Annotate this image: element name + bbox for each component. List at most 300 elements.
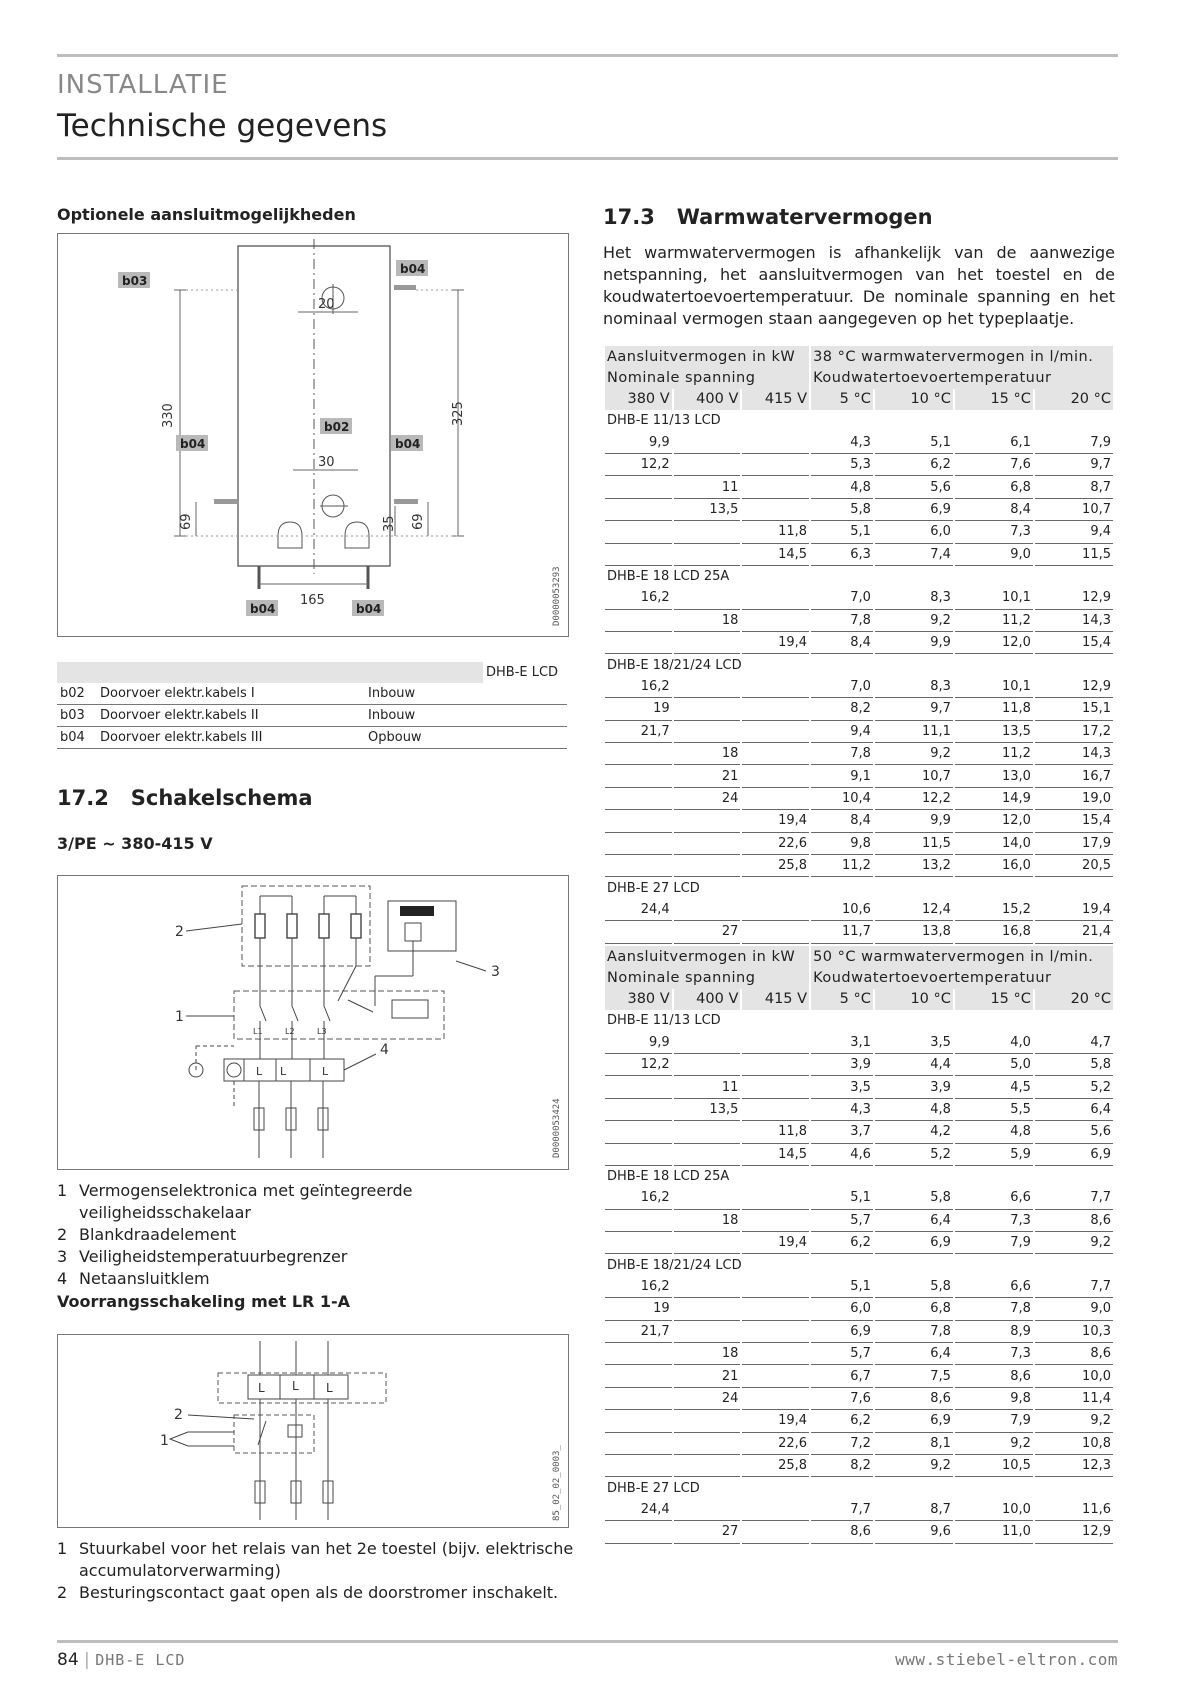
table-cell — [605, 1521, 672, 1543]
table-cell: 11,2 — [811, 855, 873, 877]
table-cell — [605, 521, 672, 543]
table-model-row — [605, 1166, 1113, 1187]
table-row — [605, 1455, 1113, 1477]
table-cell: 5,1 — [811, 1276, 873, 1298]
table-row — [605, 676, 1113, 698]
terminal-l1: L — [256, 1065, 263, 1078]
table-cell: 9,0 — [1035, 1298, 1113, 1320]
wiring-figure — [57, 875, 569, 1170]
table-cell — [742, 743, 809, 765]
table-cell: 5,8 — [875, 1276, 953, 1298]
table-cell: 18 — [674, 743, 741, 765]
column-header: 400 V — [674, 389, 741, 410]
table-cell: 24,4 — [605, 1499, 672, 1521]
table-cell: 3,1 — [811, 1032, 873, 1054]
table-model-row — [605, 566, 1113, 587]
table-cell — [674, 544, 741, 566]
table-cell: 21,4 — [1035, 921, 1113, 943]
table-cell: 6,2 — [875, 454, 953, 476]
table-cell — [605, 1232, 672, 1254]
table-cell: 7,4 — [875, 544, 953, 566]
table-cell: 11,0 — [955, 1521, 1033, 1543]
table-cell: 6,4 — [1035, 1099, 1113, 1121]
dim-69-left: 69 — [179, 513, 194, 530]
table-cell: 13,5 — [955, 721, 1033, 743]
table-row: b02 Doorvoer elektr.kabels I Inbouw — [57, 683, 567, 705]
table-row: b04 Doorvoer elektr.kabels III Opbouw — [57, 727, 567, 749]
dim-30: 30 — [318, 455, 335, 470]
column-header: 20 °C — [1035, 389, 1113, 410]
table-cell: 25,8 — [742, 1455, 809, 1477]
table-cell — [742, 454, 809, 476]
table-cell: 9,1 — [811, 765, 873, 787]
table-cell: 3,5 — [875, 1032, 953, 1054]
priority-heading: Voorrangsschakeling met LR 1-A — [57, 1292, 351, 1311]
table-cell: 7,3 — [955, 1343, 1033, 1365]
model-name: DHB-E 11/13 LCD — [607, 1013, 721, 1029]
table-cell: 12,2 — [605, 1054, 672, 1076]
table-cell: 9,9 — [875, 810, 953, 832]
table-row — [605, 1121, 1113, 1143]
table-cell: 9,8 — [811, 833, 873, 855]
table-cell: 5,9 — [955, 1144, 1033, 1166]
table-cell: 5,3 — [811, 454, 873, 476]
table-cell — [674, 1455, 741, 1477]
list-item: 2 Besturingscontact gaat open als de doorstromer inschakelt. — [57, 1583, 559, 1602]
table-cell: 5,7 — [811, 1210, 873, 1232]
table-cell: 22,6 — [742, 1433, 809, 1455]
table-cell — [742, 788, 809, 810]
table-cell: 17,9 — [1035, 833, 1113, 855]
callout-2: 2 — [175, 924, 184, 940]
table-cell: 14,0 — [955, 833, 1033, 855]
table-cell — [674, 1187, 741, 1209]
connections-drawing — [58, 234, 568, 636]
table-cell — [605, 1076, 672, 1098]
table-cell: 5,8 — [875, 1187, 953, 1209]
table-cell: 11,7 — [811, 921, 873, 943]
table-row — [605, 476, 1113, 498]
capacity-title: Warmwatervermogen — [676, 205, 933, 229]
table-cell: 24,4 — [605, 899, 672, 921]
table-model-row — [605, 1010, 1113, 1031]
table-cell: 5,2 — [875, 1144, 953, 1166]
table-cell — [742, 921, 809, 943]
connections-figure — [57, 233, 569, 637]
table-cell — [742, 1276, 809, 1298]
table-row — [605, 1054, 1113, 1076]
table-cell: 10,6 — [811, 899, 873, 921]
dim-325: 325 — [451, 401, 466, 426]
table-row — [605, 544, 1113, 566]
column-header: 380 V — [605, 989, 672, 1010]
connections-table-header: DHB-E LCD — [483, 662, 567, 683]
table-cell: 6,9 — [811, 1321, 873, 1343]
table-model-row — [605, 1254, 1113, 1275]
tag-b04-top: b04 — [400, 262, 426, 276]
table-cell — [674, 1276, 741, 1298]
table-cell — [742, 1321, 809, 1343]
column-header: 415 V — [742, 989, 809, 1010]
table-cell: 10,7 — [875, 765, 953, 787]
table-cell: 19,0 — [1035, 788, 1113, 810]
model-name: DHB-E 18 LCD 25A — [607, 569, 730, 585]
table-cell: 3,9 — [875, 1076, 953, 1098]
table-cell — [742, 1388, 809, 1410]
table-cell — [742, 432, 809, 454]
table-cell: 6,8 — [955, 476, 1033, 498]
wiring-heading — [57, 786, 313, 810]
table-cell: 12,3 — [1035, 1455, 1113, 1477]
column-header: 5 °C — [811, 989, 873, 1010]
table-cell: 8,6 — [811, 1521, 873, 1543]
table-header-row — [605, 346, 1113, 367]
priority-diagram — [58, 1335, 568, 1527]
table-cell — [742, 1187, 809, 1209]
table-row — [605, 587, 1113, 609]
table-cell — [742, 1365, 809, 1387]
table-cell: 10,1 — [955, 587, 1033, 609]
table-row — [605, 499, 1113, 521]
table-cell: 24 — [674, 1388, 741, 1410]
table-header-row — [605, 389, 1113, 410]
table-header-row — [605, 989, 1113, 1010]
table-cell — [674, 855, 741, 877]
table-cell: 12,9 — [1035, 676, 1113, 698]
table-cell: 4,6 — [811, 1144, 873, 1166]
table-cell — [674, 1144, 741, 1166]
table-row — [605, 1343, 1113, 1365]
label-l3: L3 — [317, 1027, 327, 1036]
column-header: 10 °C — [875, 989, 953, 1010]
dim-20: 20 — [318, 297, 335, 312]
table-cell: 16,2 — [605, 587, 672, 609]
table-cell — [742, 1210, 809, 1232]
table-cell — [674, 1054, 741, 1076]
table-cell: 13,5 — [674, 499, 741, 521]
table-cell: 9,2 — [875, 610, 953, 632]
callout-3: 3 — [491, 964, 500, 980]
table-cell — [674, 521, 741, 543]
table-cell: 4,4 — [875, 1054, 953, 1076]
table-cell: 11,5 — [875, 833, 953, 855]
table-cell: 14,5 — [742, 544, 809, 566]
table-cell: 7,0 — [811, 676, 873, 698]
table-cell — [605, 810, 672, 832]
table-cell: 3,7 — [811, 1121, 873, 1143]
wiring-subheading: 3/PE ~ 380-415 V — [57, 834, 213, 853]
table-cell: 7,2 — [811, 1433, 873, 1455]
table-cell: 13,2 — [875, 855, 953, 877]
list-item: 4 Netaansluitklem — [57, 1269, 210, 1288]
table-row — [605, 521, 1113, 543]
table-cell: 13,0 — [955, 765, 1033, 787]
priority-terminal-2: L — [292, 1379, 299, 1393]
dim-69-right: 69 — [411, 513, 426, 530]
page-number: 84 | DHB-E LCD — [57, 1650, 186, 1670]
table-cell: 7,7 — [1035, 1276, 1113, 1298]
table-cell — [674, 1321, 741, 1343]
table-row — [605, 632, 1113, 654]
table-cell: 16,2 — [605, 1187, 672, 1209]
table-cell — [742, 1054, 809, 1076]
table-cell: 4,7 — [1035, 1032, 1113, 1054]
capacity-table-50 — [603, 946, 1115, 1544]
table-cell: 8,2 — [811, 698, 873, 720]
table-cell: 5,7 — [811, 1343, 873, 1365]
table-cell — [742, 698, 809, 720]
table-cell: 9,9 — [605, 1032, 672, 1054]
table-cell: 16,7 — [1035, 765, 1113, 787]
connections-heading: Optionele aansluitmogelijkheden — [57, 205, 356, 224]
callout-4: 4 — [380, 1042, 389, 1058]
table-cell — [742, 476, 809, 498]
priority-callout-1: 1 — [160, 1433, 169, 1449]
table-cell — [605, 765, 672, 787]
tag-b02: b02 — [324, 420, 350, 434]
table-cell: 7,8 — [955, 1298, 1033, 1320]
table-cell: 7,8 — [875, 1321, 953, 1343]
wiring-number: 17.2 — [57, 786, 109, 810]
table-row: b03 Doorvoer elektr.kabels II Inbouw — [57, 705, 567, 727]
section-title: INSTALLATIE — [57, 70, 229, 100]
dim-330: 330 — [161, 403, 176, 428]
table-cell: 11,8 — [742, 1121, 809, 1143]
priority-figure-id: 85_02_02_0003_ — [552, 1445, 562, 1521]
tag-b04-left: b04 — [180, 437, 206, 451]
table-cell: 11,2 — [955, 743, 1033, 765]
tag-b03: b03 — [122, 274, 148, 288]
table-cell — [674, 721, 741, 743]
table-cell: 10,3 — [1035, 1321, 1113, 1343]
table-cell: 21 — [674, 765, 741, 787]
table-cell: 8,3 — [875, 587, 953, 609]
table-cell: 16,8 — [955, 921, 1033, 943]
model-name: DHB-E 18 LCD 25A — [607, 1169, 730, 1185]
table-cell: 6,6 — [955, 1187, 1033, 1209]
connections-figure-id: D0000053293 — [552, 566, 562, 626]
table-cell: 6,9 — [1035, 1144, 1113, 1166]
table-cell: 15,4 — [1035, 632, 1113, 654]
table-cell: 5,1 — [811, 1187, 873, 1209]
list-item: 3 Veiligheidstemperatuurbegrenzer — [57, 1247, 348, 1266]
terminal-l2: L — [280, 1065, 287, 1078]
column-header: 50 °C warmwatervermogen in l/min. — [811, 946, 1113, 967]
table-cell: 4,8 — [811, 476, 873, 498]
table-cell: 7,8 — [811, 743, 873, 765]
table-cell — [605, 855, 672, 877]
table-cell: 12,2 — [605, 454, 672, 476]
model-name: DHB-E 27 LCD — [607, 1480, 700, 1496]
table-cell: 5,1 — [811, 521, 873, 543]
table-cell: 10,8 — [1035, 1433, 1113, 1455]
table-cell: 5,5 — [955, 1099, 1033, 1121]
table-cell: 19,4 — [742, 632, 809, 654]
table-cell: 18 — [674, 1343, 741, 1365]
table-row — [605, 1521, 1113, 1543]
table-cell — [605, 1210, 672, 1232]
table-cell: 12,0 — [955, 810, 1033, 832]
table-cell: 6,6 — [955, 1276, 1033, 1298]
table-cell: 10,1 — [955, 676, 1033, 698]
table-cell — [605, 1365, 672, 1387]
table-cell: 7,3 — [955, 521, 1033, 543]
label-l2: L2 — [285, 1027, 295, 1036]
table-cell: 7,9 — [955, 1232, 1033, 1254]
column-header: Aansluitvermogen in kW — [605, 946, 809, 967]
column-header: Koudwatertoevoertemperatuur — [811, 967, 1113, 988]
table-row — [605, 432, 1113, 454]
table-cell — [605, 544, 672, 566]
table-cell: 13,8 — [875, 921, 953, 943]
table-cell: 14,9 — [955, 788, 1033, 810]
label-l1: L1 — [253, 1027, 263, 1036]
table-cell: 5,0 — [955, 1054, 1033, 1076]
table-cell: 6,3 — [811, 544, 873, 566]
table-cell: 4,2 — [875, 1121, 953, 1143]
table-cell: 7,7 — [811, 1499, 873, 1521]
table-cell: 7,5 — [875, 1365, 953, 1387]
table-cell: 9,8 — [955, 1388, 1033, 1410]
table-cell: 4,0 — [955, 1032, 1033, 1054]
table-cell: 6,1 — [955, 432, 1033, 454]
capacity-number: 17.3 — [603, 205, 655, 229]
priority-terminal-3: L — [326, 1381, 333, 1395]
table-cell: 4,3 — [811, 432, 873, 454]
table-cell: 19,4 — [742, 810, 809, 832]
table-cell: 12,2 — [875, 788, 953, 810]
table-cell: 12,9 — [1035, 1521, 1113, 1543]
table-cell: 14,5 — [742, 1144, 809, 1166]
table-cell: 19,4 — [742, 1410, 809, 1432]
table-cell: 17,2 — [1035, 721, 1113, 743]
table-cell — [674, 587, 741, 609]
table-row — [605, 610, 1113, 632]
table-cell — [742, 676, 809, 698]
dim-165: 165 — [300, 593, 325, 608]
table-row — [605, 454, 1113, 476]
table-row — [605, 721, 1113, 743]
tag-b04-bottom-right: b04 — [356, 602, 382, 616]
table-cell: 19,4 — [1035, 899, 1113, 921]
top-rule — [57, 54, 1118, 57]
table-row — [605, 1232, 1113, 1254]
table-cell: 6,7 — [811, 1365, 873, 1387]
model-name: DHB-E 27 LCD — [607, 880, 700, 896]
table-cell — [742, 1099, 809, 1121]
table-cell — [742, 499, 809, 521]
table-row — [605, 1076, 1113, 1098]
table-cell: 6,4 — [875, 1210, 953, 1232]
column-header: 10 °C — [875, 389, 953, 410]
table-cell: 4,3 — [811, 1099, 873, 1121]
table-cell: 11,2 — [955, 610, 1033, 632]
table-cell: 8,3 — [875, 676, 953, 698]
table-cell: 10,0 — [955, 1499, 1033, 1521]
table-row — [605, 833, 1113, 855]
table-cell: 7,6 — [955, 454, 1033, 476]
table-row — [605, 698, 1113, 720]
table-cell: 18 — [674, 1210, 741, 1232]
table-cell: 8,6 — [1035, 1210, 1113, 1232]
table-row — [605, 855, 1113, 877]
column-header: 20 °C — [1035, 989, 1113, 1010]
table-cell: 6,2 — [811, 1232, 873, 1254]
table-cell: 8,4 — [955, 499, 1033, 521]
table-cell: 10,4 — [811, 788, 873, 810]
table-cell — [674, 1499, 741, 1521]
table-model-row — [605, 877, 1113, 898]
model-name: DHB-E 11/13 LCD — [607, 413, 721, 429]
table-cell: 16,2 — [605, 1276, 672, 1298]
table-cell: 19 — [605, 698, 672, 720]
table-cell: 3,5 — [811, 1076, 873, 1098]
table-cell: 21 — [674, 1365, 741, 1387]
table-cell — [742, 610, 809, 632]
table-cell: 4,5 — [955, 1076, 1033, 1098]
table-cell: 7,0 — [811, 587, 873, 609]
priority-terminal-1: L — [258, 1381, 265, 1395]
table-cell: 9,7 — [875, 698, 953, 720]
table-cell: 8,7 — [1035, 476, 1113, 498]
table-cell — [605, 788, 672, 810]
table-cell — [605, 632, 672, 654]
footer-rule — [57, 1640, 1118, 1643]
capacity-heading — [603, 205, 933, 229]
table-cell: 11,8 — [742, 521, 809, 543]
capacity-table-38 — [603, 346, 1115, 944]
page-title: Technische gegevens — [57, 108, 388, 144]
priority-callout-2: 2 — [174, 1407, 183, 1423]
table-cell: 16,0 — [955, 855, 1033, 877]
table-cell: 8,4 — [811, 810, 873, 832]
table-cell — [674, 1032, 741, 1054]
table-cell: 9,4 — [811, 721, 873, 743]
table-cell: 21,7 — [605, 1321, 672, 1343]
table-cell: 8,2 — [811, 1455, 873, 1477]
table-cell: 8,9 — [955, 1321, 1033, 1343]
table-cell: 6,9 — [875, 1232, 953, 1254]
table-cell: 8,6 — [1035, 1343, 1113, 1365]
table-cell — [742, 1499, 809, 1521]
table-cell: 15,2 — [955, 899, 1033, 921]
table-cell: 15,1 — [1035, 698, 1113, 720]
table-cell: 11,6 — [1035, 1499, 1113, 1521]
table-cell: 11 — [674, 476, 741, 498]
table-cell: 9,2 — [875, 743, 953, 765]
table-cell — [742, 587, 809, 609]
table-cell: 5,2 — [1035, 1076, 1113, 1098]
wiring-title: Schakelschema — [130, 786, 313, 810]
table-cell — [605, 743, 672, 765]
column-header: 15 °C — [955, 389, 1033, 410]
table-cell — [674, 833, 741, 855]
footer-product: DHB-E LCD — [95, 1651, 186, 1669]
table-row — [605, 810, 1113, 832]
column-header: 5 °C — [811, 389, 873, 410]
column-header: Koudwatertoevoertemperatuur — [811, 367, 1113, 388]
table-cell — [605, 1121, 672, 1143]
table-cell — [742, 1521, 809, 1543]
table-cell: 9,4 — [1035, 521, 1113, 543]
table-cell: 19,4 — [742, 1232, 809, 1254]
table-cell: 6,0 — [875, 521, 953, 543]
table-row — [605, 1276, 1113, 1298]
table-cell: 7,9 — [1035, 432, 1113, 454]
table-cell: 9,9 — [605, 432, 672, 454]
table-row — [605, 1298, 1113, 1320]
column-header: Nominale spanning — [605, 967, 809, 988]
